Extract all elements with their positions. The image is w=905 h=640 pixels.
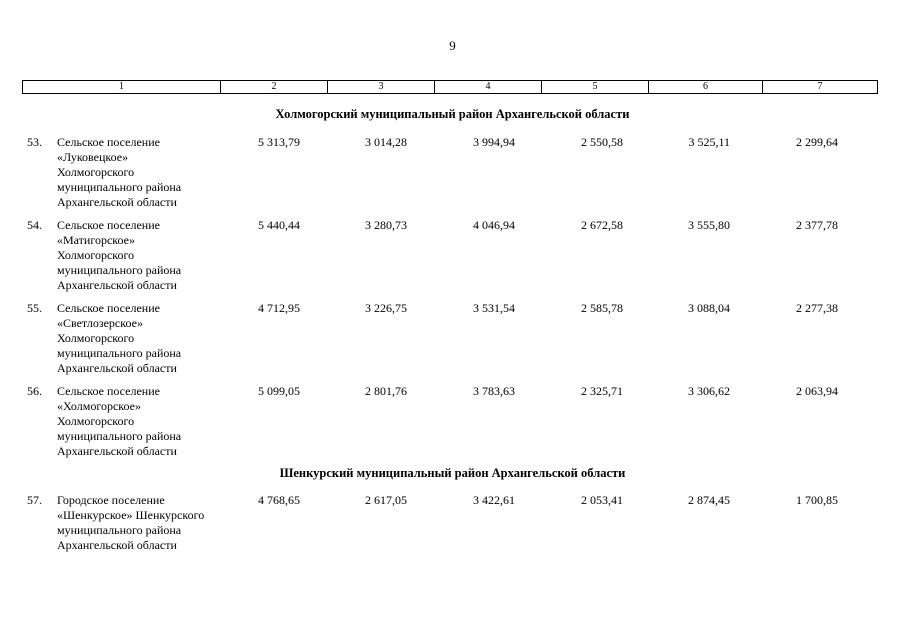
row-number: 54. bbox=[27, 218, 42, 232]
value-col-2: 5 313,79 bbox=[258, 135, 300, 149]
value-col-3: 2 801,76 bbox=[365, 384, 407, 398]
value-col-7: 2 377,78 bbox=[796, 218, 838, 232]
value-col-5: 2 672,58 bbox=[581, 218, 623, 232]
value-col-5: 2 585,78 bbox=[581, 301, 623, 315]
column-number-4: 4 bbox=[435, 81, 542, 94]
row-number: 57. bbox=[27, 493, 42, 507]
section-title: Шенкурский муниципальный район Архангельской области bbox=[279, 466, 626, 480]
value-col-4: 3 422,61 bbox=[473, 493, 515, 507]
column-number-3: 3 bbox=[328, 81, 435, 94]
section-title: Холмогорский муниципальный район Архангельской области bbox=[275, 107, 630, 121]
row-name: Сельское поселение «Холмогорское» Холмогорского муниципального района Архангельской области bbox=[57, 384, 182, 458]
value-col-2: 4 768,65 bbox=[258, 493, 300, 507]
column-number-6: 6 bbox=[649, 81, 763, 94]
value-col-6: 2 874,45 bbox=[688, 493, 730, 507]
value-col-3: 3 014,28 bbox=[365, 135, 407, 149]
column-number-1: 1 bbox=[23, 81, 221, 94]
value-col-2: 5 440,44 bbox=[258, 218, 300, 232]
value-col-6: 3 555,80 bbox=[688, 218, 730, 232]
value-col-5: 2 053,41 bbox=[581, 493, 623, 507]
page-number: 9 bbox=[449, 38, 456, 53]
value-col-6: 3 525,11 bbox=[688, 135, 730, 149]
value-col-7: 1 700,85 bbox=[796, 493, 838, 507]
row-name: Городское поселение «Шенкурское» Шенкурского муниципального района Архангельской области bbox=[57, 493, 205, 552]
value-col-4: 3 783,63 bbox=[473, 384, 515, 398]
value-col-3: 3 226,75 bbox=[365, 301, 407, 315]
column-number-7: 7 bbox=[763, 81, 878, 94]
value-col-7: 2 063,94 bbox=[796, 384, 838, 398]
row-number: 55. bbox=[27, 301, 42, 315]
row-number: 53. bbox=[27, 135, 42, 149]
value-col-5: 2 550,58 bbox=[581, 135, 623, 149]
column-number-header bbox=[22, 80, 878, 94]
value-col-7: 2 299,64 bbox=[796, 135, 838, 149]
row-number: 56. bbox=[27, 384, 42, 398]
row-name: Сельское поселение «Луковецкое» Холмогорского муниципального района Архангельской области bbox=[57, 135, 182, 209]
row-name: Сельское поселение «Матигорское» Холмогорского муниципального района Архангельской области bbox=[57, 218, 182, 292]
value-col-6: 3 088,04 bbox=[688, 301, 730, 315]
row-name: Сельское поселение «Светлозерское» Холмогорского муниципального района Архангельской области bbox=[57, 301, 182, 375]
value-col-3: 3 280,73 bbox=[365, 218, 407, 232]
value-col-4: 3 994,94 bbox=[473, 135, 515, 149]
value-col-7: 2 277,38 bbox=[796, 301, 838, 315]
value-col-2: 5 099,05 bbox=[258, 384, 300, 398]
value-col-2: 4 712,95 bbox=[258, 301, 300, 315]
value-col-3: 2 617,05 bbox=[365, 493, 407, 507]
column-number-5: 5 bbox=[542, 81, 649, 94]
value-col-6: 3 306,62 bbox=[688, 384, 730, 398]
value-col-5: 2 325,71 bbox=[581, 384, 623, 398]
column-number-2: 2 bbox=[221, 81, 328, 94]
value-col-4: 3 531,54 bbox=[473, 301, 515, 315]
value-col-4: 4 046,94 bbox=[473, 218, 515, 232]
